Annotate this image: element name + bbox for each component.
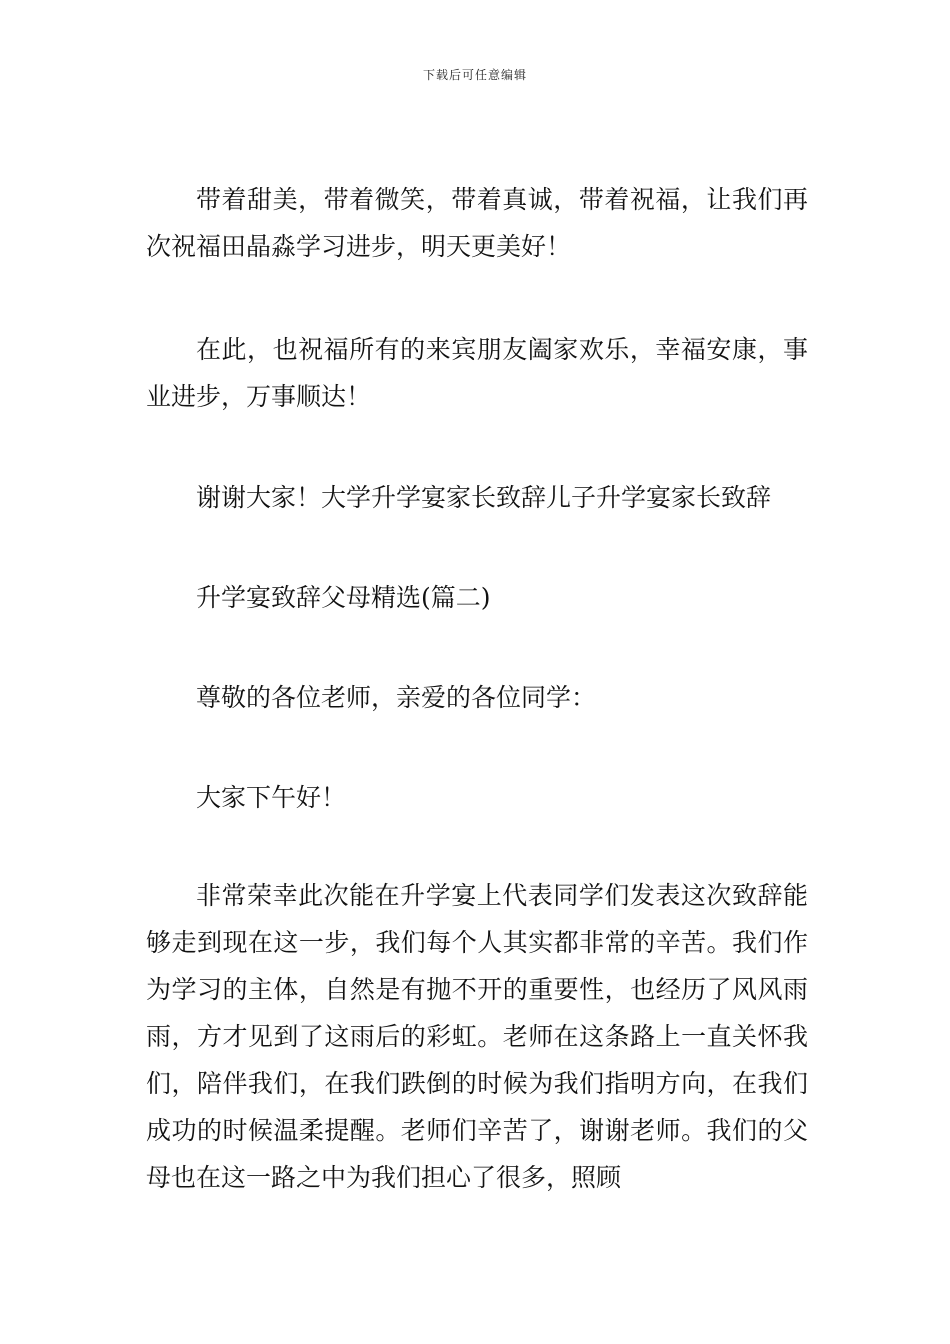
paragraph-salutation: 尊敬的各位老师，亲爱的各位同学：: [196, 683, 597, 712]
paragraph-thanks: 谢谢大家！大学升学宴家长致辞儿子升学宴家长致辞: [196, 483, 772, 512]
page-header-note: 下载后可任意编辑: [422, 68, 527, 82]
paragraph-guests-wishes: 在此，也祝福所有的来宾朋友阖家欢乐，幸福安康，事业进步，万事顺达！: [146, 335, 808, 411]
section-heading: 升学宴致辞父母精选(篇二): [196, 583, 491, 612]
paragraph-greeting: 大家下午好！: [196, 783, 347, 812]
paragraph-blessing: 带着甜美，带着微笑，带着真诚，带着祝福，让我们再次祝福田晶淼学习进步，明天更美好！: [146, 185, 808, 261]
paragraph-speech-body: 非常荣幸此次能在升学宴上代表同学们发表这次致辞能够走到现在这一步，我们每个人其实都非常的辛苦。我们作为学习的主体，自然是有抛不开的重要性，也经历了风风雨雨，方才见到了这雨后的彩虹。老师在这条路上一直关怀我们，陪伴我们，在我们跌倒的时候为我们指明方向，在我们成功的时候温柔提醒。老师们辛苦了，谢谢老师。我们的父母也在这一路之中为我们担心了很多，照顾: [146, 881, 808, 1192]
